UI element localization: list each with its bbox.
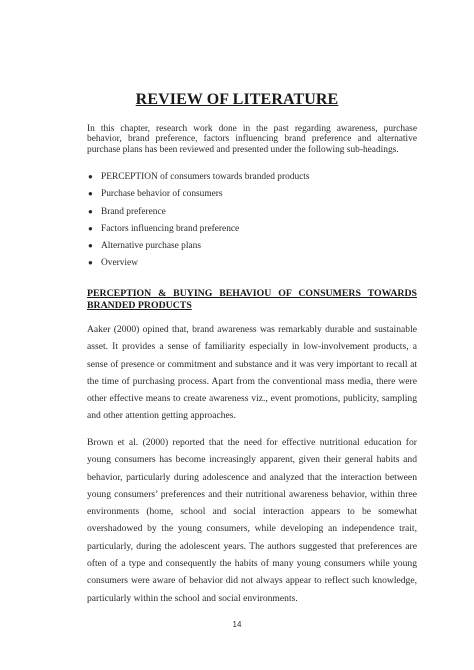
intro-line: In this chapter, research work done in the past regarding awareness, purchase bbox=[87, 124, 417, 134]
paragraph-line: other effective means to create awareness viz., event promotions, publicity, sampling bbox=[87, 393, 417, 405]
paragraph-line: young consumers’ preferences and their nutritional awareness behavior, within three bbox=[87, 488, 417, 500]
paragraph-brown bbox=[87, 434, 417, 607]
bullet-icon: ● bbox=[88, 172, 93, 181]
list-item bbox=[88, 203, 310, 220]
paragraph-line: Brown et al. (2000) reported that the need for effective nutritional education for bbox=[87, 437, 417, 448]
list-item-label: Alternative purchase plans bbox=[101, 241, 201, 252]
paragraph-line: asset. It provides a sense of familiarity especially in low-involvement products, a bbox=[87, 341, 417, 353]
paragraph-line: consumers were aware of behavior did not always appear to reflect such knowledge, bbox=[87, 575, 417, 587]
paragraph-line: and other attention getting approaches. bbox=[87, 410, 236, 422]
subheading-list bbox=[88, 168, 310, 272]
bullet-icon: ● bbox=[88, 189, 93, 199]
paragraph-line: Aaker (2000) opined that, brand awareness was remarkably durable and sustainable bbox=[87, 324, 417, 335]
list-item-label: Brand preference bbox=[101, 206, 166, 217]
list-item-label: Factors influencing brand preference bbox=[101, 223, 240, 234]
bullet-icon: ● bbox=[88, 206, 93, 216]
paragraph-line: overshadowed by the young consumers, while developing an independence trait, bbox=[87, 523, 417, 535]
paragraph-line: often of a type and consequently the habits of many young consumers while young bbox=[87, 558, 417, 570]
paragraph-line: behavior, particularly during adolescence and analyzed that the interaction between bbox=[87, 471, 417, 483]
section-heading-line: PERCEPTION & BUYING BEHAVIOU OF CONSUMERS TOWARDS bbox=[87, 288, 417, 299]
paragraph-line: sense of presence or commitment and substance and it was very important to recall at bbox=[87, 358, 417, 370]
list-item-label: Purchase behavior of consumers bbox=[101, 189, 223, 200]
list-item bbox=[88, 168, 310, 185]
list-item-label: PERCEPTION of consumers towards branded products bbox=[101, 172, 310, 182]
paragraph-line: young consumers has become increasingly apparent, given their general habits and bbox=[87, 454, 417, 466]
list-item bbox=[88, 254, 310, 271]
section-heading-line: BRANDED PRODUCTS bbox=[87, 300, 192, 311]
paragraph-aaker bbox=[87, 321, 417, 425]
list-item bbox=[88, 220, 310, 237]
list-item-label: Overview bbox=[101, 258, 138, 269]
bullet-icon: ● bbox=[88, 241, 93, 251]
intro-line: behavior, brand preference, factors influencing brand preference and alternative bbox=[87, 134, 417, 145]
paragraph-line: particularly within the school and social environments. bbox=[87, 592, 298, 604]
list-item bbox=[88, 185, 310, 202]
section-heading bbox=[87, 288, 417, 312]
list-item bbox=[88, 237, 310, 254]
bullet-icon: ● bbox=[88, 258, 93, 268]
bullet-icon: ● bbox=[88, 223, 93, 233]
paragraph-line: environments (home, school and social interaction appears to be somewhat bbox=[87, 506, 417, 518]
intro-line: purchase plans has been reviewed and presented under the following sub-headings. bbox=[87, 144, 399, 155]
paragraph-line: the time of purchasing process. Apart from the conventional mass media, there were bbox=[87, 375, 417, 387]
page-title: REVIEW OF LITERATURE bbox=[135, 91, 339, 108]
page-number: 14 bbox=[232, 620, 242, 629]
paragraph-line: particularly, during the adolescent years. The authors suggested that preferences are bbox=[87, 540, 417, 552]
intro-paragraph bbox=[87, 124, 417, 155]
